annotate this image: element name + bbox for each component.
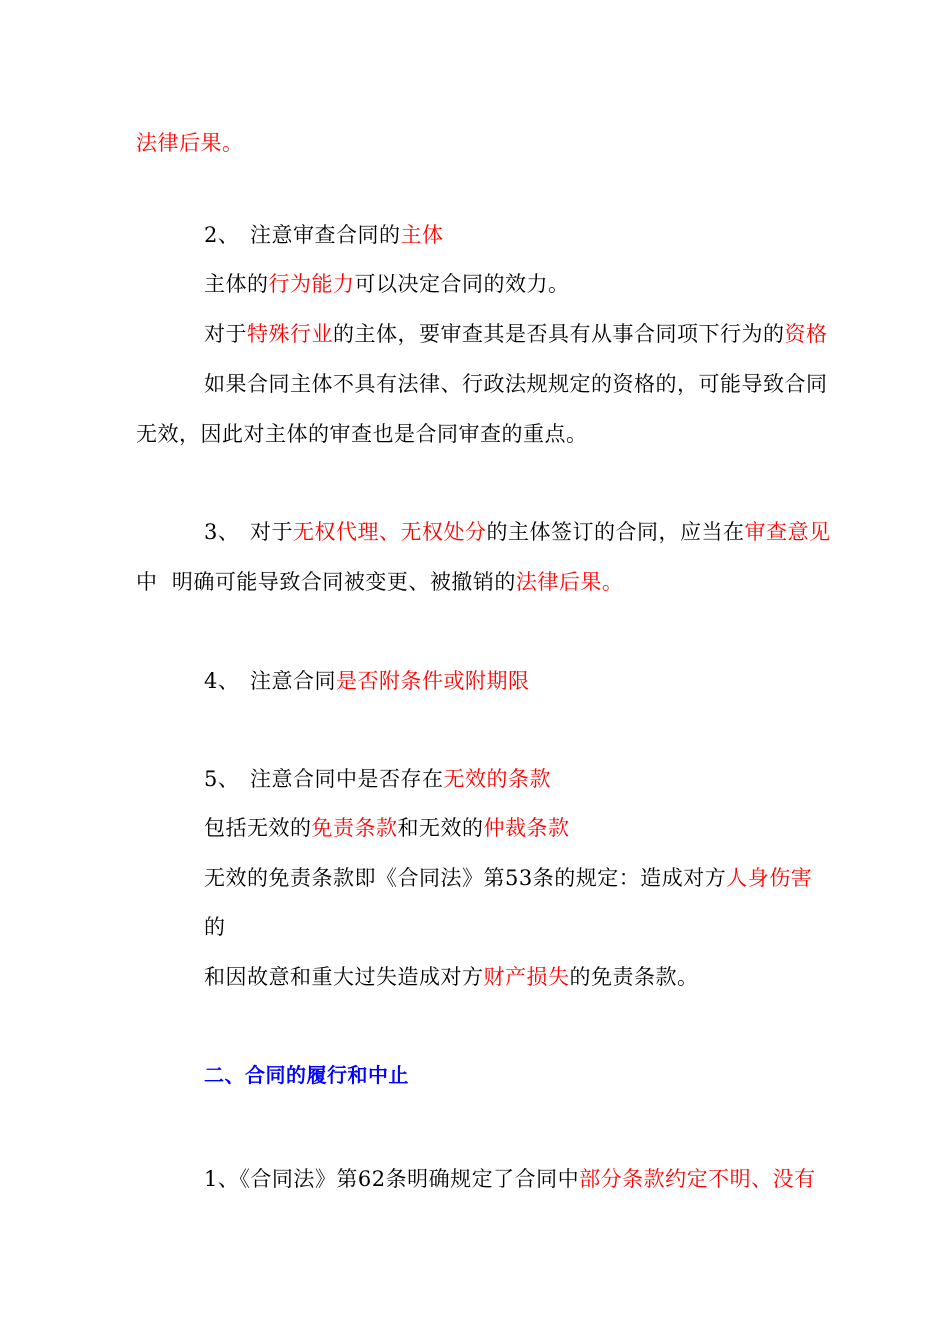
paragraph-continuation [136, 128, 244, 158]
section-2-line-4: 如果合同主体不具有法律、行政法规规定的资格的，可能导致合同 [204, 372, 828, 396]
emphasis-text: 法律后果。 [515, 570, 624, 594]
section-2-line-3: 对于特殊行业的主体，要审查其是否具有从事合同项下行为的资格 [204, 322, 828, 346]
emphasis-text: 仲裁条款 [483, 816, 570, 840]
emphasis-text: 是否附条件或附期限 [336, 669, 530, 693]
section-2-line-2: 主体的行为能力可以决定合同的效力。 [204, 272, 570, 296]
chapter-2-item-1: 1、《合同法》第62条明确规定了合同中部分条款约定不明、没有 [204, 1167, 816, 1191]
section-5-line-5: 和因故意和重大过失造成对方财产损失的免责条款。 [204, 965, 699, 989]
emphasis-text: 法律后果。 [136, 131, 244, 155]
item-number: 2、 [204, 223, 240, 247]
item-number: 3、 [204, 520, 240, 544]
section-5-line-4: 的 [204, 915, 226, 939]
section-2-line-5: 无效，因此对主体的审查也是合同审查的重点。 [136, 422, 588, 446]
section-2-title: 2、 注意审查合同的主体 [204, 220, 444, 250]
section-4-title: 4、 注意合同是否附条件或附期限 [204, 666, 530, 696]
emphasis-text: 人身伤害 [726, 866, 813, 890]
emphasis-text: 行为能力 [268, 272, 355, 296]
section-3-title: 3、 对于无权代理、无权处分的主体签订的合同，应当在审查意见 [204, 517, 831, 547]
emphasis-text: 部分条款约定不明、没有 [579, 1167, 816, 1191]
emphasis-text: 免责条款 [311, 816, 398, 840]
section-3-line-2: 中 明确可能导致合同被变更、被撤销的法律后果。 [136, 570, 624, 594]
chapter-heading: 二、合同的履行和中止 [204, 1063, 409, 1087]
item-number: 1、 [204, 1167, 240, 1191]
section-5-title: 5、 注意合同中是否存在无效的条款 [204, 764, 551, 794]
section-5-line-2: 包括无效的免责条款和无效的仲裁条款 [204, 816, 570, 840]
emphasis-text: 无权代理、无权处分 [293, 520, 487, 544]
item-number: 5、 [204, 767, 240, 791]
section-5-line-3: 无效的免责条款即《合同法》第53条的规定：造成对方人身伤害 [204, 866, 813, 890]
emphasis-text: 审查意见 [744, 520, 831, 544]
emphasis-text: 财产损失 [483, 965, 570, 989]
emphasis-text: 特殊行业 [247, 322, 333, 346]
emphasis-text: 资格 [784, 322, 828, 346]
emphasis-text: 主体 [400, 223, 444, 247]
emphasis-text: 无效的条款 [443, 767, 551, 791]
item-number: 4、 [204, 669, 240, 693]
